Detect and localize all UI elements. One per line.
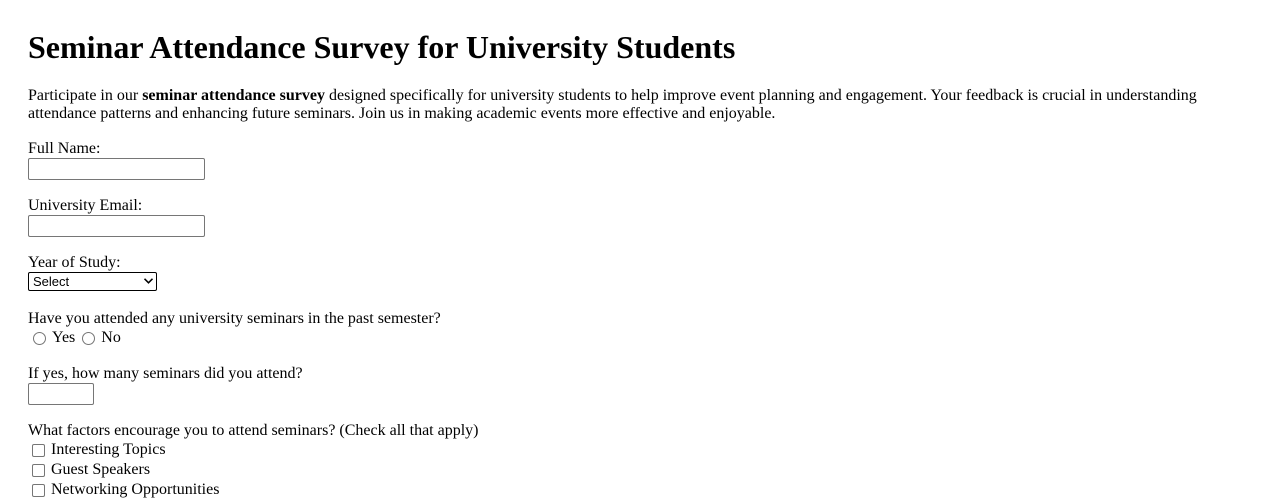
- year-select-value: Select: [33, 274, 70, 289]
- count-input[interactable]: [28, 383, 94, 405]
- factors-question: What factors encourage you to attend seminars? (Check all that apply): [28, 422, 479, 439]
- email-input[interactable]: [28, 215, 205, 237]
- checkbox-interesting-topics[interactable]: [32, 444, 45, 457]
- count-field: [28, 365, 1250, 405]
- chevron-down-icon: [144, 278, 153, 284]
- factor-option: [28, 440, 1250, 460]
- checkbox-networking-label: Networking Opportunities: [51, 481, 220, 498]
- page-title: Seminar Attendance Survey for University Students: [28, 29, 736, 65]
- email-label: University Email:: [28, 197, 143, 214]
- factors-field: [28, 422, 1250, 500]
- radio-yes[interactable]: [33, 332, 46, 345]
- checkbox-guest-speakers[interactable]: [32, 464, 45, 477]
- count-question: If yes, how many seminars did you attend?: [28, 365, 303, 382]
- year-select[interactable]: [28, 272, 157, 291]
- intro-text-before: Participate in our: [28, 87, 143, 104]
- radio-no-label: No: [101, 329, 121, 346]
- checkbox-guest-speakers-label: Guest Speakers: [51, 461, 151, 478]
- radio-yes-label: Yes: [52, 329, 76, 346]
- intro-paragraph: [28, 87, 1218, 123]
- intro-text-bold: seminar attendance survey: [142, 87, 325, 104]
- radio-no[interactable]: [82, 332, 95, 345]
- attended-options: [28, 328, 1250, 348]
- full-name-field: [28, 140, 1250, 180]
- checkbox-networking[interactable]: [32, 484, 45, 497]
- year-label: Year of Study:: [28, 254, 121, 271]
- year-field: [28, 254, 1250, 291]
- factor-option: [28, 480, 1250, 500]
- attended-field: [28, 310, 1250, 348]
- factor-option: [28, 460, 1250, 480]
- checkbox-interesting-topics-label: Interesting Topics: [51, 441, 166, 458]
- email-field: [28, 197, 1250, 237]
- full-name-input[interactable]: [28, 158, 205, 180]
- attended-question: Have you attended any university seminars in the past semester?: [28, 310, 441, 327]
- intro-text-after: designed specifically for university students to help improve event planning and engagement. Your feedback is crucial in understanding attendance patterns and enhancing future seminars. Join us in making academic events more effective and enjoyable.: [28, 87, 1197, 122]
- full-name-label: Full Name:: [28, 140, 101, 157]
